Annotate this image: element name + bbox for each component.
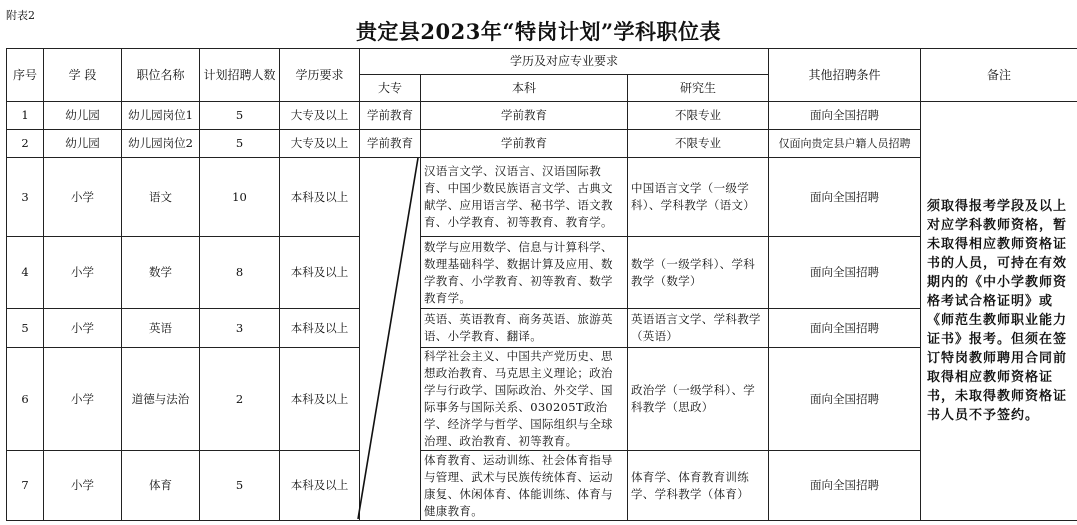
row-benke: 数学与应用数学、信息与计算科学、数理基础科学、数据计算及应用、数学教育、小学教育、初等教育、数学教育学。 <box>421 237 628 309</box>
row-other: 面向全国招聘 <box>769 237 921 309</box>
row-seq: 2 <box>7 130 44 158</box>
header-other: 其他招聘条件 <box>769 49 921 102</box>
table-row <box>7 158 1077 237</box>
row-plan: 10 <box>200 158 280 237</box>
row-edu: 本科及以上 <box>280 348 360 451</box>
row-other: 仅面向贵定县户籍人员招聘 <box>769 130 921 158</box>
row-seq: 6 <box>7 348 44 451</box>
row-benke: 汉语言文学、汉语言、汉语国际教育、中国少数民族语言文学、古典文献学、应用语言学、秘书学、语文教育、小学教育、初等教育、教育学。 <box>421 158 628 237</box>
row-stage: 幼儿园 <box>44 130 122 158</box>
table-row <box>7 237 1077 309</box>
row-stage: 幼儿园 <box>44 102 122 130</box>
row-position: 幼儿园岗位1 <box>122 102 200 130</box>
row-position: 道德与法治 <box>122 348 200 451</box>
row-plan: 2 <box>200 348 280 451</box>
positions-table <box>6 48 1077 521</box>
row-edu: 本科及以上 <box>280 158 360 237</box>
page-title: 贵定县2023年“特岗计划”学科职位表 <box>355 19 722 44</box>
row-stage: 小学 <box>44 451 122 521</box>
row-other: 面向全国招聘 <box>769 348 921 451</box>
row-position: 体育 <box>122 451 200 521</box>
header-position: 职位名称 <box>122 49 200 102</box>
row-other: 面向全国招聘 <box>769 451 921 521</box>
row-seq: 4 <box>7 237 44 309</box>
table-row <box>7 102 1077 130</box>
table-row <box>7 348 1077 451</box>
row-position: 数学 <box>122 237 200 309</box>
table-row <box>7 130 1077 158</box>
row-plan: 3 <box>200 309 280 348</box>
row-benke: 英语、英语教育、商务英语、旅游英语、小学教育、翻译。 <box>421 309 628 348</box>
header-benke: 本科 <box>421 75 628 102</box>
row-edu: 大专及以上 <box>280 102 360 130</box>
row-dazhuan: 学前教育 <box>360 130 421 158</box>
row-benke: 学前教育 <box>421 130 628 158</box>
header-major-group: 学历及对应专业要求 <box>360 49 769 75</box>
row-grad: 不限专业 <box>628 102 769 130</box>
row-plan: 5 <box>200 102 280 130</box>
header-edu-req: 学历要求 <box>280 49 360 102</box>
remark-note: 须取得报考学段及以上对应学科教师资格，暂未取得相应教师资格证书的人员，可持在有效期内的《中小学教师资格考试合格证明》或《师范生教师职业能力证书》报考。但须在签订特岗教师聘用合同前取得相应教师资格证书，未取得教师资格证书人员不予签约。 <box>921 102 1077 521</box>
row-stage: 小学 <box>44 309 122 348</box>
row-position: 英语 <box>122 309 200 348</box>
row-other: 面向全国招聘 <box>769 158 921 237</box>
row-benke: 学前教育 <box>421 102 628 130</box>
row-dazhuan: 学前教育 <box>360 102 421 130</box>
row-stage: 小学 <box>44 237 122 309</box>
row-grad: 数学（一级学科）、学科教学（数学） <box>628 237 769 309</box>
table-row <box>7 309 1077 348</box>
row-edu: 大专及以上 <box>280 130 360 158</box>
row-other: 面向全国招聘 <box>769 102 921 130</box>
row-plan: 5 <box>200 451 280 521</box>
row-grad: 体育学、体育教育训练学、学科教学（体育） <box>628 451 769 521</box>
row-edu: 本科及以上 <box>280 309 360 348</box>
annex-label: 附表2 <box>6 9 35 22</box>
row-seq: 1 <box>7 102 44 130</box>
row-position: 语文 <box>122 158 200 237</box>
header-plan: 计划招聘人数 <box>200 49 280 102</box>
row-plan: 8 <box>200 237 280 309</box>
row-grad: 英语语言文学、学科教学（英语） <box>628 309 769 348</box>
row-stage: 小学 <box>44 158 122 237</box>
row-plan: 5 <box>200 130 280 158</box>
row-grad: 政治学（一级学科）、学科教学（思政） <box>628 348 769 451</box>
header-seq: 序号 <box>7 49 44 102</box>
header-dazhuan: 大专 <box>360 75 421 102</box>
row-position: 幼儿园岗位2 <box>122 130 200 158</box>
row-grad: 不限专业 <box>628 130 769 158</box>
row-other: 面向全国招聘 <box>769 309 921 348</box>
header-yanjiusheng: 研究生 <box>628 75 769 102</box>
header-stage: 学 段 <box>44 49 122 102</box>
row-seq: 3 <box>7 158 44 237</box>
row-seq: 7 <box>7 451 44 521</box>
row-edu: 本科及以上 <box>280 451 360 521</box>
row-benke: 科学社会主义、中国共产党历史、思想政治教育、马克思主义理论；政治学与行政学、国际政治、外交学、国际事务与国际关系、030205T政治学、经济学与哲学、国际组织与全球治理、政治教育、初等教育。 <box>421 348 628 451</box>
row-stage: 小学 <box>44 348 122 451</box>
row-edu: 本科及以上 <box>280 237 360 309</box>
table-row <box>7 451 1077 521</box>
header-remark: 备注 <box>921 49 1077 102</box>
row-dazhuan-empty <box>360 158 421 521</box>
row-benke: 体育教育、运动训练、社会体育指导与管理、武术与民族传统体育、运动康复、休闲体育、体能训练、体育与健康教育。 <box>421 451 628 521</box>
row-grad: 中国语言文学（一级学科）、学科教学（语文） <box>628 158 769 237</box>
row-seq: 5 <box>7 309 44 348</box>
